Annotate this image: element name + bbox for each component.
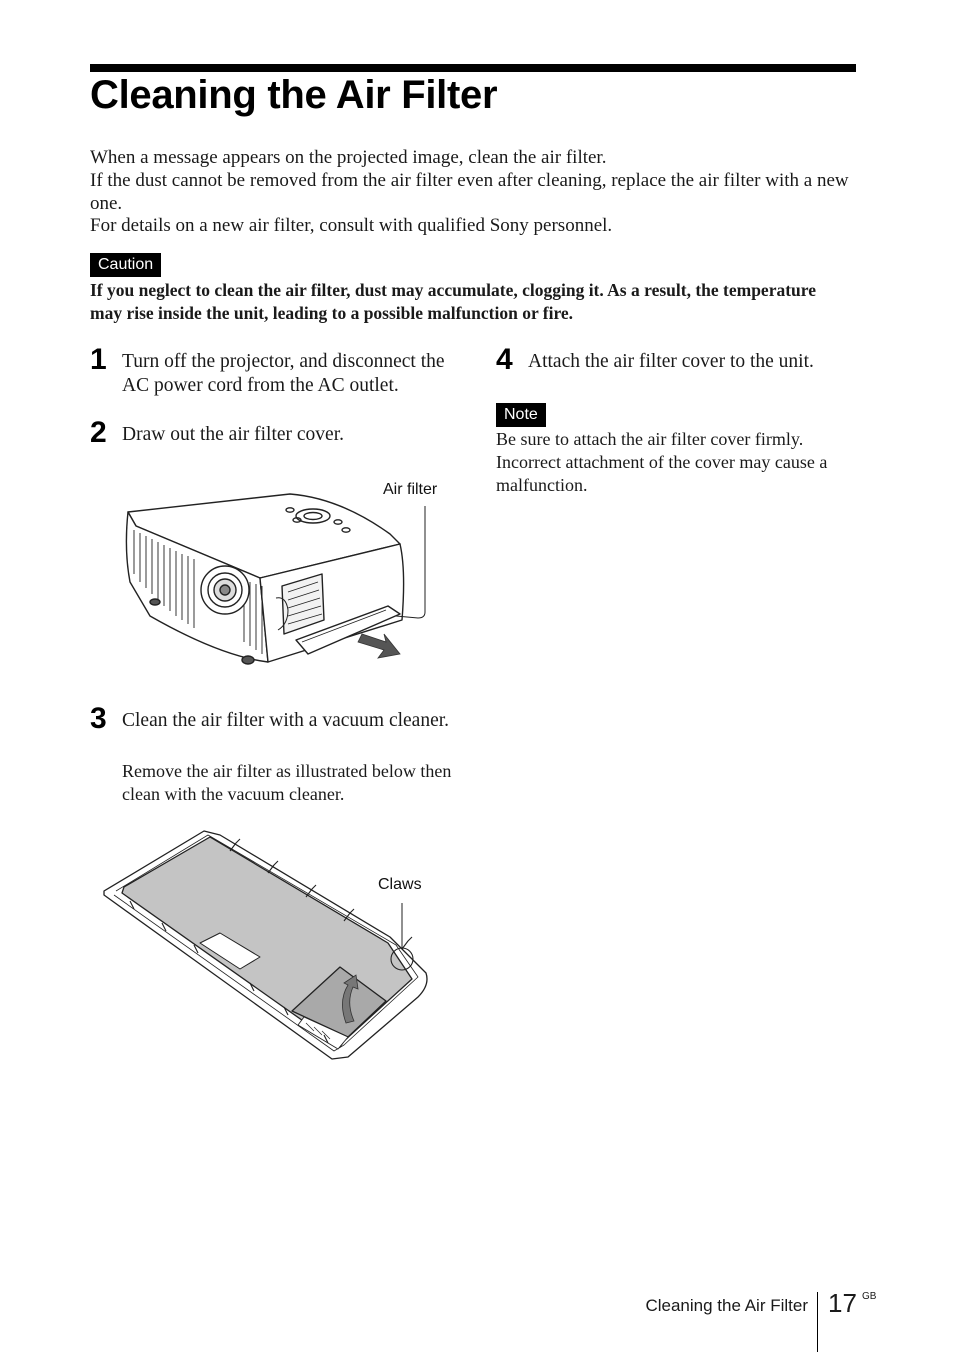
step-text: Turn off the projector, and disconnect the AC power cord from the AC outlet. xyxy=(122,351,445,396)
air-filter-callout: Air filter xyxy=(383,481,438,498)
step-text: Attach the air filter cover to the unit. xyxy=(528,351,814,372)
step-text: Clean the air filter with a vacuum cleaner. xyxy=(122,710,450,731)
note-label: Note xyxy=(496,403,546,427)
step-text: Draw out the air filter cover. xyxy=(122,424,344,445)
intro-paragraph: When a message appears on the projected image, clean the air filter. xyxy=(90,147,607,168)
page-suffix: GB xyxy=(862,1291,877,1302)
step-number: 4 xyxy=(496,343,513,376)
caution-label: Caution xyxy=(90,253,161,277)
footer-divider xyxy=(817,1292,818,1352)
page-title: Cleaning the Air Filter xyxy=(90,73,498,117)
title-rule xyxy=(90,64,856,72)
page-number: 17 xyxy=(828,1288,857,1318)
step-number: 1 xyxy=(90,343,107,376)
intro-paragraph: For details on a new air filter, consult with qualified Sony personnel. xyxy=(90,215,613,236)
intro-paragraph: If the dust cannot be removed from the air filter even after cleaning, replace the air filter with a new one. xyxy=(90,170,849,214)
caution-text: If you neglect to clean the air filter, dust may accumulate, clogging it. As a result, the temperature may rise inside the unit, leading to a possible malfunction or fire. xyxy=(90,280,816,323)
step-number: 3 xyxy=(90,702,107,735)
footer-section-title: Cleaning the Air Filter xyxy=(645,1296,808,1315)
step-number: 2 xyxy=(90,416,107,449)
projector-illustration xyxy=(100,470,440,685)
air-filter-illustration xyxy=(100,825,440,1075)
step-subtext: Remove the air filter as illustrated below then clean with the vacuum cleaner. xyxy=(122,761,452,804)
note-text: Be sure to attach the air filter cover firmly. Incorrect attachment of the cover may cause a malfunction. xyxy=(496,429,828,495)
claws-callout: Claws xyxy=(378,876,422,893)
